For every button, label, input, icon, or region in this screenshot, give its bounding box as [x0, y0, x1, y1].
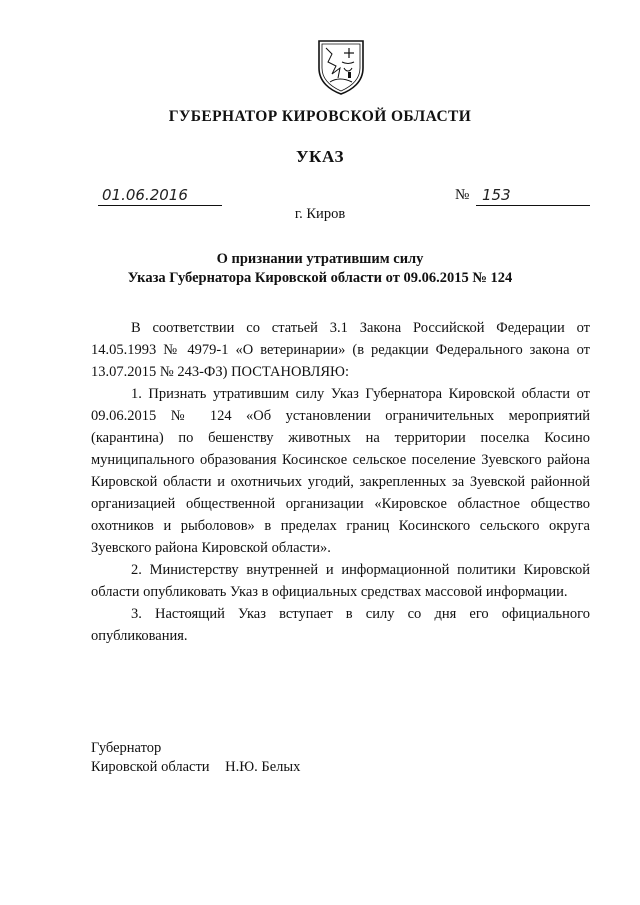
decree-subject — [0, 250, 640, 288]
decree-subject-line1: О признании утратившим силу — [216, 251, 424, 267]
clause-1-paragraph: 1. Признать утратившим силу Указ Губернатора Кировской области от 09.06.2015 № 124 «Об установлении ограничительных мероприятий (карантина) по бешенству животных на территории поселка Косино муниципального образования Косинское сельское поселение Зуевского района Кировской области и охотничьих угодий, закрепленных за Зуевской районной организацией общественной организации «Кировское областное общество охотников и рыболовов» в пределах границ Косинского сельского округа Зуевского района Кировской области». — [91, 386, 590, 556]
decree-body — [91, 317, 590, 647]
signatory-row — [91, 758, 300, 777]
signatory-position-line1: Губернатор — [91, 740, 162, 756]
decree-number: 153 — [476, 186, 590, 206]
document-type-title: УКАЗ — [295, 147, 345, 166]
decree-subject-line2: Указа Губернатора Кировской области от 09.06.2015 № 124 — [127, 270, 513, 286]
signatory-position-line2: Кировской области — [91, 759, 210, 775]
signature-block — [91, 739, 300, 777]
issuing-authority: ГУБЕРНАТОР КИРОВСКОЙ ОБЛАСТИ — [168, 108, 472, 125]
decree-date: 01.06.2016 — [98, 186, 222, 206]
clause-2-paragraph: 2. Министерству внутренней и информационной политики Кировской области опубликовать Указ в официальных средствах массовой информации. — [91, 562, 590, 600]
clause-3-paragraph: 3. Настоящий Указ вступает в силу со дня его официального опубликования. — [91, 606, 590, 644]
decree-number-sign: № — [455, 187, 470, 203]
coat-of-arms-emblem-icon — [316, 38, 366, 96]
issue-place: г. Киров — [294, 206, 346, 222]
preamble-paragraph: В соответствии со статьей 3.1 Закона Российской Федерации от 14.05.1993 № 4979-1 «О ветеринарии» (в редакции Федерального закона от 13.07.2015 № 243-ФЗ) ПОСТАНОВЛЯЮ: — [91, 320, 590, 380]
signatory-name: Н.Ю. Белых — [225, 759, 301, 775]
